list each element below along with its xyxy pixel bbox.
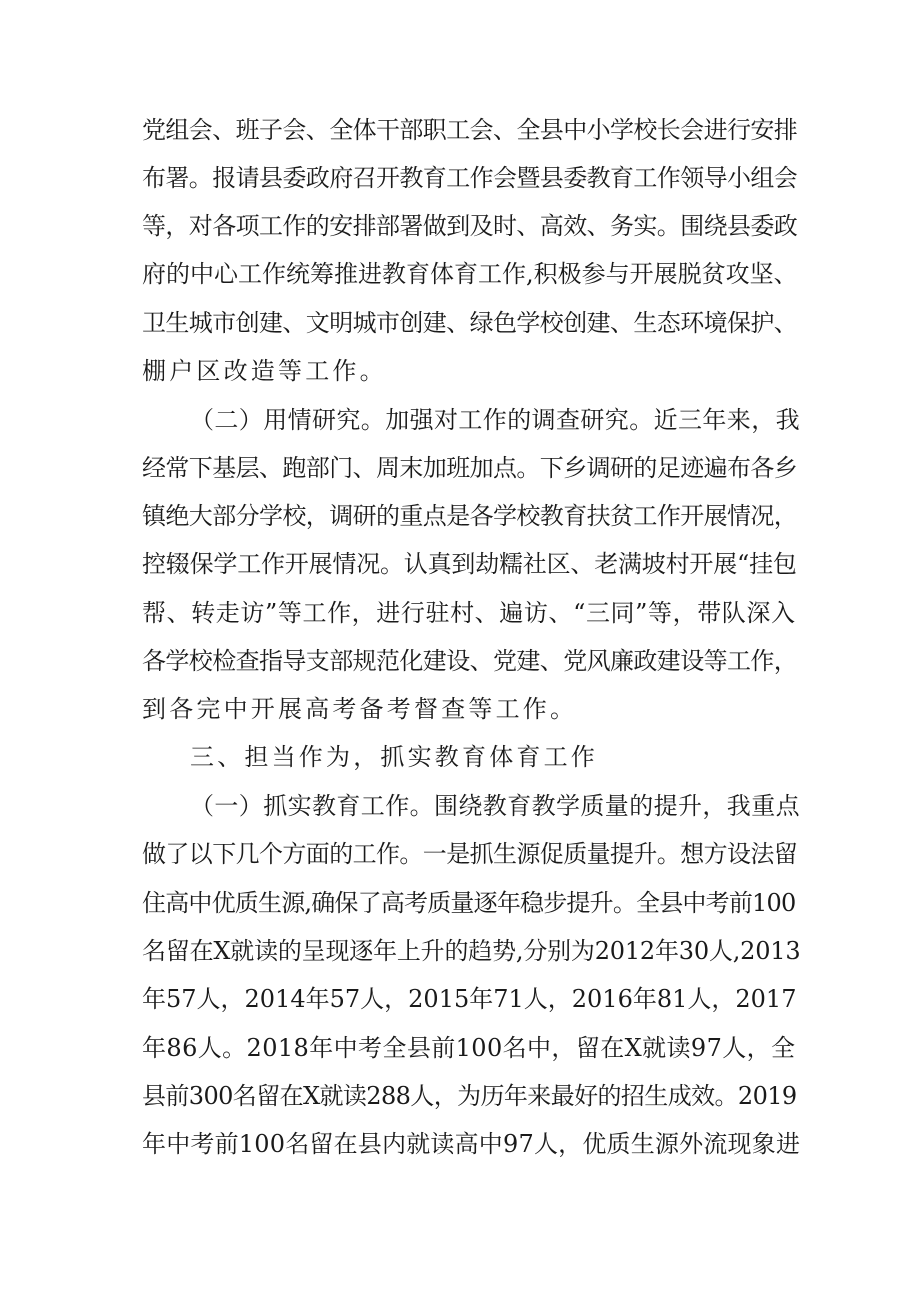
paragraph-line: （一）抓实教育工作。围绕教育教学质量的提升，我重点	[190, 792, 800, 820]
paragraph-line: 控辍保学工作开展情况。认真到劫糯社区、老满坡村开展“挂包	[142, 550, 797, 578]
paragraph-line: 布署。报请县委政府召开教育工作会暨县委教育工作领导小组会	[142, 164, 798, 192]
paragraph-line: 做了以下几个方面的工作。一是抓生源促质量提升。想方设法留	[142, 840, 798, 868]
paragraph-line: 等，对各项工作的安排部署做到及时、高效、务实。围绕县委政	[142, 212, 798, 240]
paragraph-line: （二）用情研究。加强对工作的调查研究。近三年来，我	[190, 406, 800, 434]
section-heading: 三、担当作为，抓实教育体育工作	[190, 743, 598, 771]
paragraph-line: 党组会、班子会、全体干部职工会、全县中小学校长会进行安排	[142, 116, 798, 144]
paragraph-line: 卫生城市创建、文明城市创建、绿色学校创建、生态环境保护、	[142, 309, 798, 337]
paragraph-line: 年86人。2018年中考全县前100名中，留在X就读97人，全	[142, 1034, 796, 1062]
paragraph-line: 年57人，2014年57人，2015年71人，2016年81人，2017	[142, 985, 797, 1013]
paragraph-line: 住高中优质生源,确保了高考质量逐年稳步提升。全县中考前100	[142, 889, 796, 917]
paragraph-line: 棚户区改造等工作。	[142, 357, 387, 385]
paragraph-line: 县前300名留在X就读288人，为历年来最好的招生成效。2019	[142, 1082, 797, 1110]
paragraph-line: 名留在X就读的呈现逐年上升的趋势,分别为2012年30人,2013	[142, 937, 801, 965]
paragraph-line: 帮、转走访”等工作，进行驻村、遍访、“三同”等，带队深入	[142, 599, 796, 627]
paragraph-line: 到各完中开展高考备考督查等工作。	[142, 695, 578, 723]
paragraph-line: 经常下基层、跑部门、周末加班加点。下乡调研的足迹遍布各乡	[142, 454, 798, 482]
paragraph-line: 各学校检查指导支部规范化建设、党建、党风廉政建设等工作，	[142, 647, 798, 675]
paragraph-line: 镇绝大部分学校，调研的重点是各学校教育扶贫工作开展情况，	[142, 502, 798, 530]
paragraph-line: 年中考前100名留在县内就读高中97人，优质生源外流现象进	[142, 1130, 801, 1158]
paragraph-line: 府的中心工作统筹推进教育体育工作,积极参与开展脱贫攻坚、	[142, 260, 798, 288]
